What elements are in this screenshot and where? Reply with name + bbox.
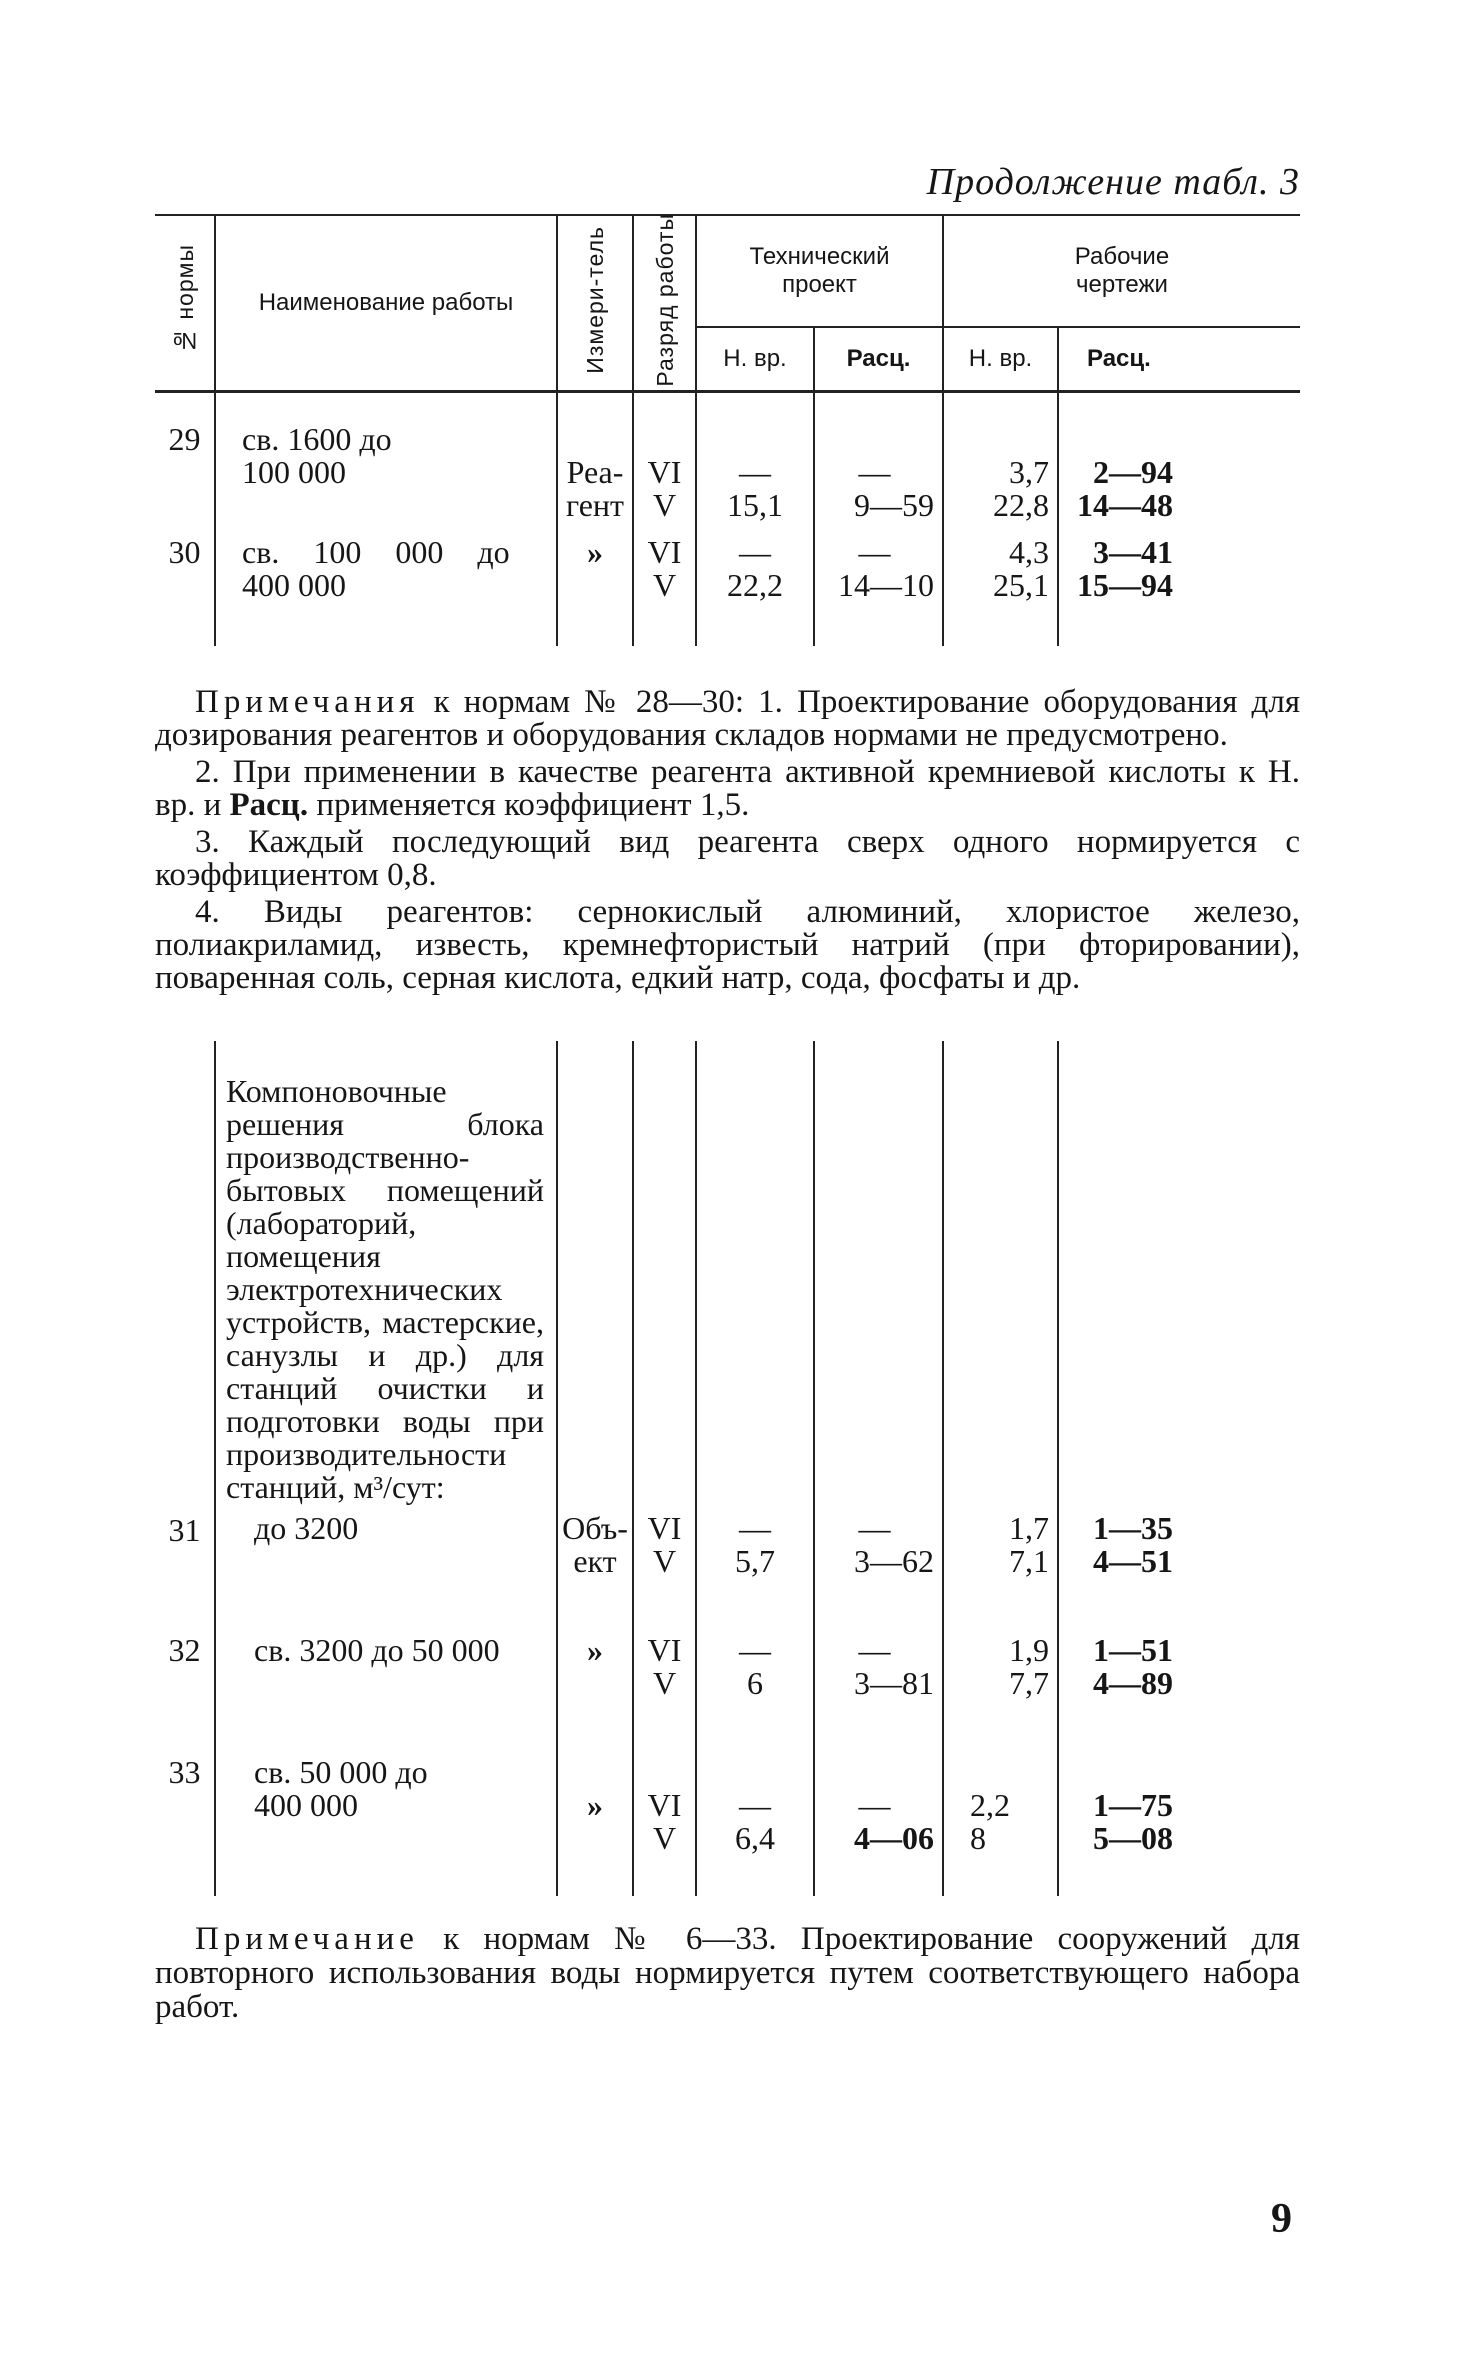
unit-value: Объ-: [562, 1510, 628, 1546]
norm-number: 30: [168, 534, 201, 570]
tp-hvr-value: 6,4: [735, 1820, 775, 1856]
note-norms-6-33: [155, 1922, 1300, 2024]
wd-rasc-value: 1—75: [1093, 1787, 1173, 1823]
grade-value: VI: [647, 534, 682, 570]
wd-rasc-value: 3—41: [1093, 534, 1173, 570]
tp-hvr-value: —: [739, 1510, 771, 1546]
group-description: Компоновочные решения блока производственно-бытовых помещений (лабораторий, помещения электротехнических устройств, мастерские, санузлы и др.) для станций очистки и подготовки воды при производительности станций, м³/сут:: [226, 1073, 544, 1505]
note-text: 2. При применении в качестве реагента активной кремниевой кислоты к Н. вр. и: [155, 754, 1300, 823]
wd-rasc-value: 1—35: [1093, 1510, 1173, 1546]
tp-rasc-value: —: [858, 1787, 891, 1823]
header-unit: Измери-тель: [557, 215, 633, 392]
wd-hvr-value: 7,1: [1009, 1543, 1049, 1579]
grade-value: V: [652, 1820, 677, 1856]
tp-hvr-value: 6: [747, 1665, 763, 1701]
table-row: [155, 1578, 1300, 1700]
norm-number: 33: [168, 1754, 201, 1790]
header-tp-rasc: Расц.: [814, 327, 943, 392]
norms-table-top: [155, 214, 1300, 646]
note-text: применяется коэффициент 1,5.: [308, 787, 750, 823]
page-number: 9: [1271, 2196, 1292, 2242]
tp-rasc-value: —: [858, 1510, 891, 1546]
wd-rasc-value: 4—89: [1093, 1665, 1173, 1701]
header-tp-hvr: Н. вр.: [696, 327, 814, 392]
work-name-line: 400 000: [242, 567, 346, 603]
header-grade: Разряд работы: [633, 215, 696, 392]
wd-hvr-value: 4,3: [1009, 534, 1049, 570]
table-row: [155, 522, 1300, 646]
norm-number: 29: [168, 421, 201, 457]
unit-value: гент: [565, 487, 624, 523]
work-name-line: св. 50 000 до: [254, 1754, 428, 1790]
note-text: 4. Виды реагентов: сернокислый алюминий, хлористое железо, полиакриламид, известь, кремнефтористый натрий (при фторировании), поваренная соль, серная кислота, едкий натр, сода, фосфаты и др.: [155, 894, 1300, 996]
note-text: к нормам № 28—30: 1. Проектирование оборудования для дозирования реагентов и оборудования складов нормами не предусмотрено.: [155, 684, 1300, 753]
notes-norms-28-30: [155, 686, 1300, 995]
grade-value: V: [652, 567, 677, 603]
table-continuation-label: Продолжение табл. 3: [926, 161, 1300, 203]
grade-value: VI: [647, 1787, 682, 1823]
tp-hvr-value: 5,7: [735, 1543, 775, 1579]
grade-value: VI: [647, 454, 682, 490]
unit-value: »: [587, 1787, 603, 1823]
tp-rasc-value: —: [858, 534, 891, 570]
header-work-name: Наименование работы: [215, 215, 557, 392]
grade-value: V: [652, 1665, 677, 1701]
header-wd-rasc: Расц.: [1058, 327, 1300, 392]
tp-rasc-value: 3—81: [854, 1665, 934, 1701]
notes-lead: Примечание: [195, 1921, 419, 1957]
tp-rasc-value: 3—62: [854, 1543, 934, 1579]
tp-rasc-value: —: [858, 1632, 891, 1668]
table-row: [155, 1700, 1300, 1896]
header-norm-no: № нормы: [171, 244, 198, 355]
wd-hvr-value: 1,9: [1009, 1632, 1049, 1668]
grade-value: VI: [647, 1632, 682, 1668]
wd-hvr-value: 25,1: [993, 567, 1049, 603]
wd-rasc-value: 1—51: [1093, 1632, 1173, 1668]
header-working-drawings: Рабочие чертежи: [943, 215, 1300, 327]
note-text: 3. Каждый последующий вид реагента сверх одного нормируется с коэффициентом 0,8.: [155, 824, 1300, 893]
table-row: [155, 1512, 1300, 1578]
norms-table-bottom: [155, 1041, 1300, 1896]
work-name-line: св. 1600 до: [242, 421, 392, 457]
tp-hvr-value: —: [739, 534, 771, 570]
table-row: [155, 1041, 1300, 1512]
tp-rasc-value: 4—06: [854, 1820, 934, 1856]
norm-number: 32: [168, 1632, 201, 1668]
tp-hvr-value: 22,2: [727, 567, 783, 603]
tp-hvr-value: 15,1: [727, 487, 783, 523]
grade-value: V: [652, 1543, 677, 1579]
wd-hvr-value: 2,2: [970, 1787, 1010, 1823]
wd-hvr-value: 8: [970, 1820, 986, 1856]
tp-hvr-value: —: [739, 1787, 771, 1823]
grade-value: V: [652, 487, 677, 523]
wd-rasc-value: 14—48: [1077, 487, 1173, 523]
wd-hvr-value: 7,7: [1009, 1665, 1049, 1701]
grade-value: VI: [647, 1510, 682, 1546]
work-name-line: 100 000: [242, 454, 346, 490]
wd-rasc-value: 4—51: [1093, 1543, 1173, 1579]
unit-value: »: [587, 534, 603, 570]
wd-rasc-value: 5—08: [1093, 1820, 1173, 1856]
header-wd-hvr: Н. вр.: [943, 327, 1058, 392]
header-tech-project: Технический проект: [696, 215, 943, 327]
work-name-line: до 3200: [254, 1510, 359, 1546]
notes-lead: Примечания: [195, 684, 420, 720]
norm-number: 31: [168, 1512, 201, 1548]
note-bold-term: Расц.: [229, 787, 309, 823]
tp-hvr-value: —: [739, 1632, 771, 1668]
wd-hvr-value: 22,8: [993, 487, 1049, 523]
wd-rasc-value: 15—94: [1077, 567, 1173, 603]
table-row: [155, 392, 1300, 523]
tp-rasc-value: —: [858, 454, 891, 490]
work-name-line: 400 000: [254, 1787, 358, 1823]
tp-hvr-value: —: [739, 454, 771, 490]
work-name-line: св. 100 000 до: [242, 534, 510, 570]
unit-value: »: [587, 1632, 603, 1668]
wd-hvr-value: 1,7: [1009, 1510, 1049, 1546]
wd-hvr-value: 3,7: [1009, 454, 1049, 490]
unit-value: ект: [573, 1543, 617, 1579]
wd-rasc-value: 2—94: [1093, 454, 1173, 490]
work-name-line: св. 3200 до 50 000: [254, 1632, 500, 1668]
page-content: [155, 160, 1300, 2024]
tp-rasc-value: 9—59: [854, 487, 934, 523]
note-text: к нормам № 6—33. Проектирование сооружений для повторного использования воды нормируется путем соответствующего набора работ.: [155, 1921, 1300, 2025]
tp-rasc-value: 14—10: [838, 567, 934, 603]
unit-value: Реа-: [566, 454, 624, 490]
